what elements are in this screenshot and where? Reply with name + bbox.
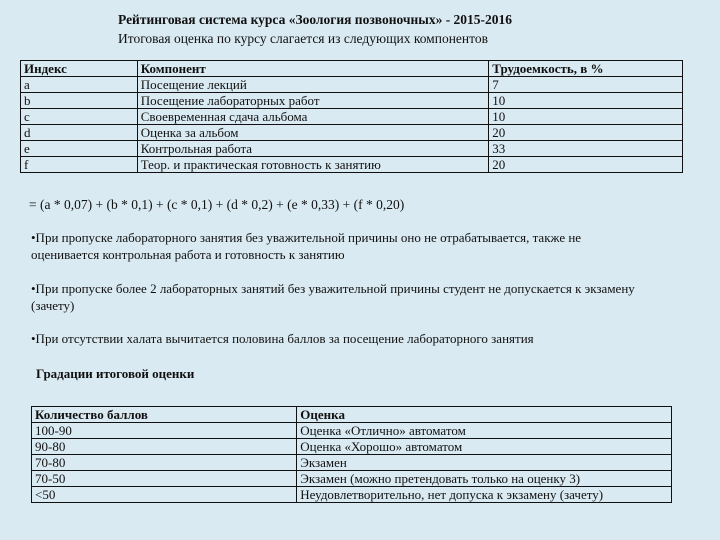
table-row: [32, 423, 672, 439]
cell-grade: Экзамен (можно претендовать только на оценку 3): [297, 471, 672, 487]
table-row: [21, 77, 683, 93]
cell-weight: 10: [489, 93, 683, 109]
cell-weight: 20: [489, 125, 683, 141]
table-header-row: [32, 407, 672, 423]
cell-weight: 33: [489, 141, 683, 157]
components-table: [20, 60, 683, 173]
cell-points: 100-90: [32, 423, 297, 439]
grades-heading: Градации итоговой оценки: [36, 366, 195, 381]
table-row: [21, 93, 683, 109]
page-subtitle: Итоговая оценка по курсу слагается из следующих компонентов: [118, 31, 488, 46]
cell-index: b: [21, 93, 138, 109]
cell-grade: Неудовлетворительно, нет допуска к экзамену (зачету): [297, 487, 672, 503]
cell-points: <50: [32, 487, 297, 503]
table-row: [21, 141, 683, 157]
cell-points: 70-50: [32, 471, 297, 487]
note-missed-lab: •При пропуске лабораторного занятия без уважительной причины оно не отрабатывается, также не оценивается контрольная работа и готовность к занятию: [31, 230, 582, 262]
cell-index: d: [21, 125, 138, 141]
cell-weight: 20: [489, 157, 683, 173]
note-admission: •При пропуске более 2 лабораторных занятий без уважительной причины студент не допускается к экзамену (зачету): [31, 281, 635, 313]
cell-index: e: [21, 141, 138, 157]
column-header-points: Количество баллов: [32, 407, 297, 423]
column-header-component: Компонент: [137, 61, 489, 77]
table-row: [32, 471, 672, 487]
table-header-row: [21, 61, 683, 77]
cell-component: Оценка за альбом: [137, 125, 489, 141]
table-row: [32, 455, 672, 471]
cell-grade: Экзамен: [297, 455, 672, 471]
cell-index: a: [21, 77, 138, 93]
note-lab-coat: •При отсутствии халата вычитается половина баллов за посещение лабораторного занятия: [31, 331, 534, 346]
grades-table: [31, 406, 672, 503]
cell-component: Своевременная сдача альбома: [137, 109, 489, 125]
cell-component: Посещение лекций: [137, 77, 489, 93]
cell-index: c: [21, 109, 138, 125]
cell-component: Теор. и практическая готовность к занятию: [137, 157, 489, 173]
table-row: [32, 487, 672, 503]
cell-points: 90-80: [32, 439, 297, 455]
table-row: [21, 157, 683, 173]
cell-component: Контрольная работа: [137, 141, 489, 157]
table-row: [21, 125, 683, 141]
cell-grade: Оценка «Отлично» автоматом: [297, 423, 672, 439]
cell-weight: 10: [489, 109, 683, 125]
column-header-grade: Оценка: [297, 407, 672, 423]
table-row: [32, 439, 672, 455]
grade-formula: = (a * 0,07) + (b * 0,1) + (c * 0,1) + (d * 0,2) + (e * 0,33) + (f * 0,20): [29, 197, 405, 212]
cell-grade: Оценка «Хорошо» автоматом: [297, 439, 672, 455]
cell-index: f: [21, 157, 138, 173]
column-header-weight: Трудоемкость, в %: [489, 61, 683, 77]
cell-points: 70-80: [32, 455, 297, 471]
cell-component: Посещение лабораторных работ: [137, 93, 489, 109]
cell-weight: 7: [489, 77, 683, 93]
table-row: [21, 109, 683, 125]
column-header-index: Индекс: [21, 61, 138, 77]
page-title: Рейтинговая система курса «Зоология позвоночных» - 2015-2016: [118, 12, 513, 27]
